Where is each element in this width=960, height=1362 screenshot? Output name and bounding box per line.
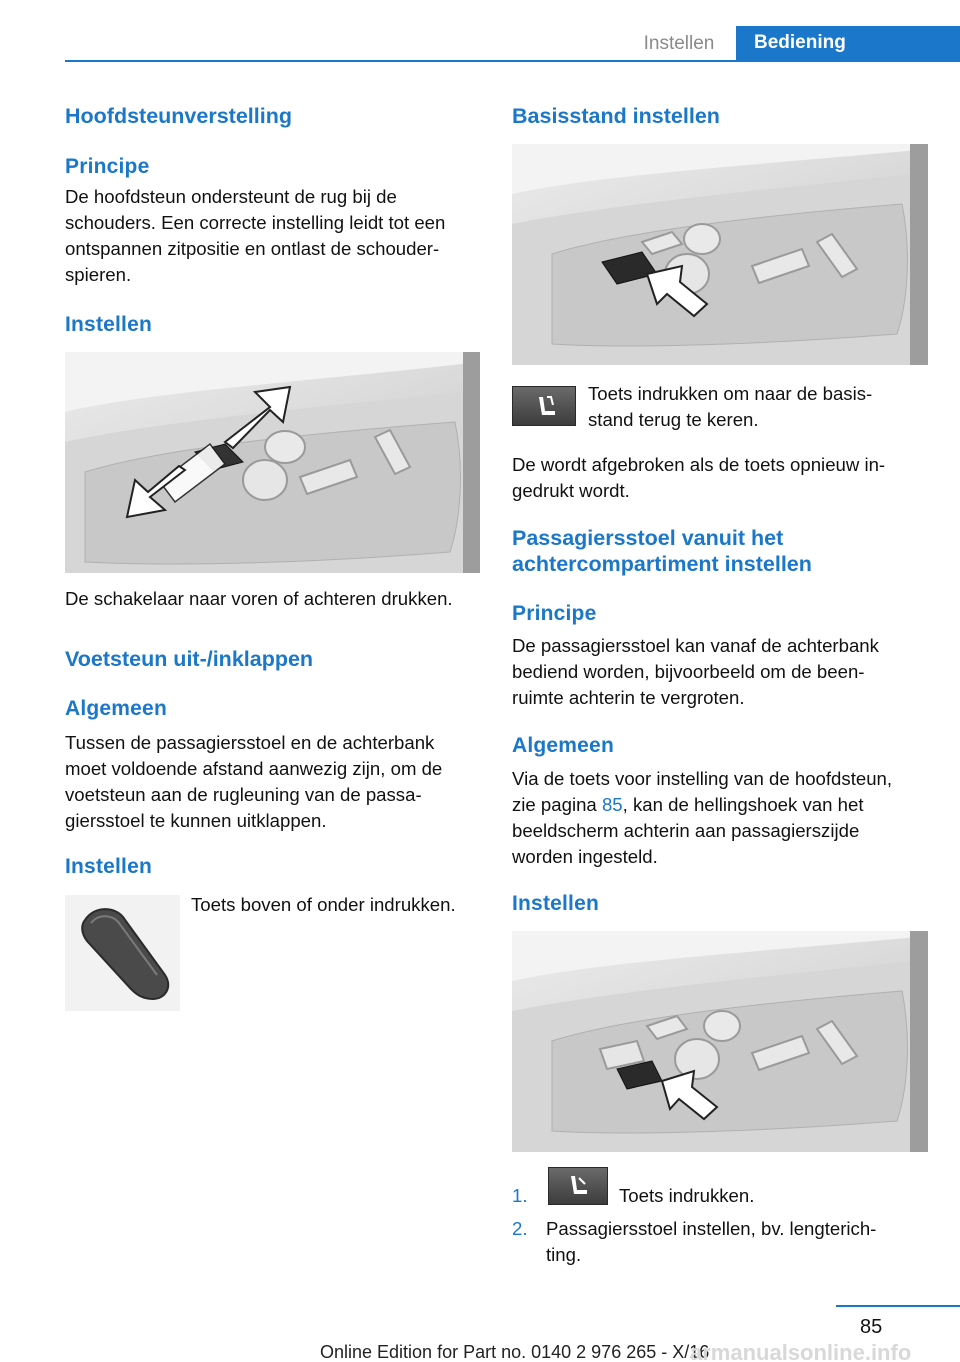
algemeen-right-line-2-post: , kan de hellingshoek van het <box>622 794 864 815</box>
page-number: 85 <box>860 1316 883 1338</box>
algemeen-line-3: voetsteun aan de rugleuning van de passa- <box>65 784 422 805</box>
seat-home-key-icon <box>512 386 576 426</box>
watermark: armanualsonline.info <box>690 1340 912 1362</box>
heading-basisstand: Basisstand instellen <box>512 104 720 128</box>
header-rule <box>65 60 960 62</box>
heading-headrest: Hoofdsteunverstelling <box>65 104 292 128</box>
algemeen-line-4: giersstoel te kunnen uitklappen. <box>65 810 327 831</box>
principe-right-line-1: De passagiersstoel kan vanaf de achterbank <box>512 635 879 656</box>
principe-line-1: De hoofdsteun ondersteunt de rug bij de <box>65 186 397 207</box>
algemeen-right-line-2-pre: zie pagina <box>512 794 602 815</box>
algemeen-right-line-2 <box>512 792 863 818</box>
step-2-line-2: ting. <box>546 1244 582 1265</box>
header-chapter: Bediening <box>736 26 960 62</box>
principe-right-line-2: bediend worden, bijvoorbeeld om de been- <box>512 661 865 682</box>
algemeen-right-line-3: beeldscherm achterin aan passagierszijde <box>512 820 860 841</box>
step-1-text: Toets indrukken. <box>619 1185 755 1206</box>
heading-algemeen: Algemeen <box>65 697 167 720</box>
passenger-seat-key-icon <box>548 1167 608 1205</box>
footer-rule <box>836 1305 960 1307</box>
seat-control-photo-basis <box>512 144 928 365</box>
heading-instellen: Instellen <box>65 313 152 336</box>
algemeen-line-2: moet voldoende afstand aanwezig zijn, om de <box>65 758 443 779</box>
basis-note-line-2: gedrukt wordt. <box>512 480 630 501</box>
edition-text: Online Edition for Part no. 0140 2 976 265 - X/16 <box>320 1342 710 1362</box>
step-2-line-1: Passagiersstoel instellen, bv. lengterich- <box>546 1218 877 1239</box>
principe-line-4: spieren. <box>65 264 132 285</box>
principe-line-3: ontspannen zitpositie en ontlast de schouder- <box>65 238 440 259</box>
basis-key-line-2: stand terug te keren. <box>588 409 759 430</box>
page-link-85[interactable]: 85 <box>601 794 623 815</box>
instellen-2-text: Toets boven of onder indrukken. <box>191 894 456 915</box>
heading-instellen-2: Instellen <box>65 855 152 878</box>
heading-passenger-line-2: achtercompartiment instellen <box>512 552 812 576</box>
principe-line-2: schouders. Een correcte instelling leidt tot een <box>65 212 446 233</box>
heading-principe-right: Principe <box>512 602 597 625</box>
basis-key-line-1: Toets indrukken om naar de basis- <box>588 383 873 404</box>
algemeen-right-line-4: worden ingesteld. <box>512 846 658 867</box>
instellen-caption: De schakelaar naar voren of achteren drukken. <box>65 588 453 609</box>
principe-right-line-3: ruimte achterin te vergroten. <box>512 687 745 708</box>
step-1-number: 1. <box>512 1185 528 1206</box>
algemeen-line-1: Tussen de passagiersstoel en de achterbank <box>65 732 435 753</box>
heading-instellen-right: Instellen <box>512 892 599 915</box>
seat-control-photo-passenger <box>512 931 928 1152</box>
basis-note-line-1: De wordt afgebroken als de toets opnieuw in- <box>512 454 886 475</box>
heading-footrest: Voetsteun uit-/inklappen <box>65 647 314 671</box>
footrest-button-photo <box>65 895 180 1011</box>
header-section: Instellen <box>643 33 715 54</box>
step-2-number: 2. <box>512 1218 528 1239</box>
heading-passenger-line-1: Passagiersstoel vanuit het <box>512 526 784 550</box>
seat-control-photo-headrest <box>65 352 480 573</box>
heading-algemeen-right: Algemeen <box>512 734 614 757</box>
algemeen-right-line-1: Via de toets voor instelling van de hoofdsteun, <box>512 768 893 789</box>
heading-principe: Principe <box>65 155 150 178</box>
